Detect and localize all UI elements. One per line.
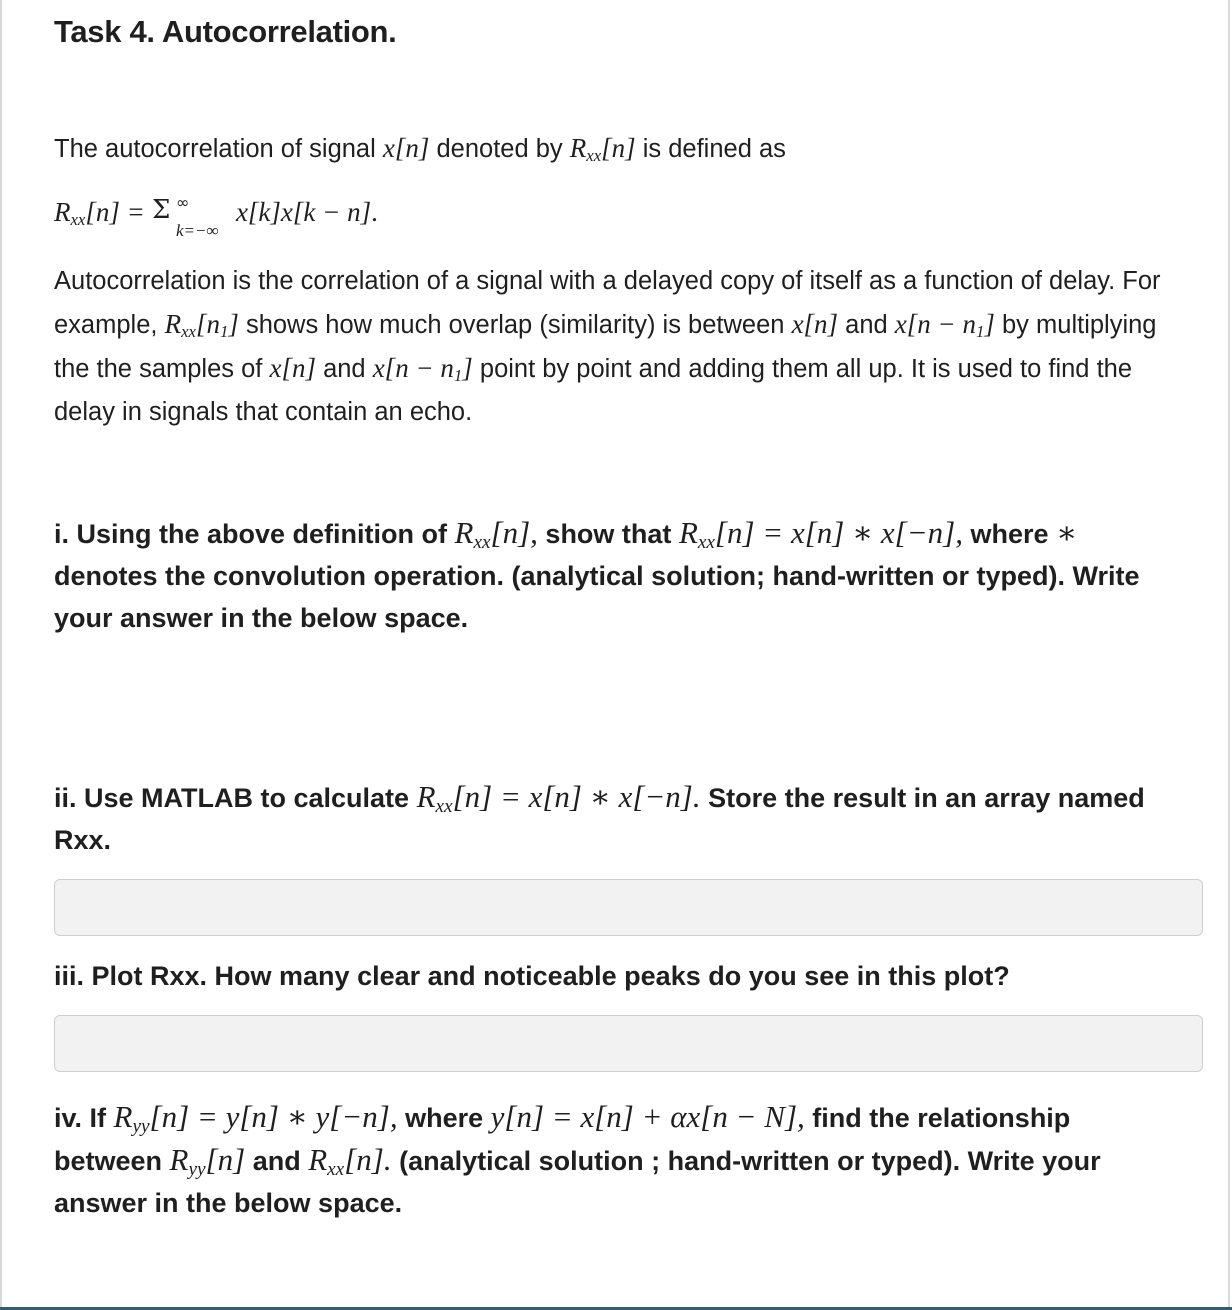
answer-input-ii[interactable] xyxy=(54,879,1203,936)
question-iv: iv. If $R_{yy}[n] = y[n]$ ∗ y[−n], where y[n] = x[n] + αx[n − N], find the relationship between $R_{yy}[n]$ and $R_{xx}[n]$. (analytical solution ; hand-written or typed). Write your answer in the below space. xyxy=(54,1099,1101,1218)
intro-paragraph: The autocorrelation of signal x[n] denoted by $R_{xx}[n]$ is defined as xyxy=(54,133,786,166)
explanation-paragraph: Autocorrelation is the correlation of a signal with a delayed copy of itself as a function of delay. For example, $R_{xx}[n_1]$ shows how much overlap (similarity) is between x[n] and $x[n - n_1]$ by multiplying the the samples of x[n] and $x[n - n_1]$ point by point and adding them all up. It is used to find the delay in signals that contain an echo. xyxy=(54,267,1161,426)
question-i: i. Using the above definition of $R_{xx}[n]$, show that $R_{xx}[n] = x[n]$ ∗ x[−n], where ∗ denotes the convolution operation. (analytical solution; hand-written or typed). Write your answer in the below space. xyxy=(54,515,1140,633)
page-title: Task 4. Autocorrelation. xyxy=(54,14,397,49)
question-iii: iii. Plot Rxx. How many clear and noticeable peaks do you see in this plot? xyxy=(54,961,1010,991)
definition-formula: $R_{xx}[n]$ = Σ ∞ k=−∞ x[k]x[k − n]. xyxy=(54,193,378,240)
answer-input-iii[interactable] xyxy=(54,1015,1203,1072)
question-ii: ii. Use MATLAB to calculate $R_{xx}[n] = x[n]$ ∗ x[−n]. Store the result in an array named Rxx. xyxy=(54,779,1145,855)
summation-symbol: Σ ∞ k=−∞ xyxy=(151,193,219,240)
